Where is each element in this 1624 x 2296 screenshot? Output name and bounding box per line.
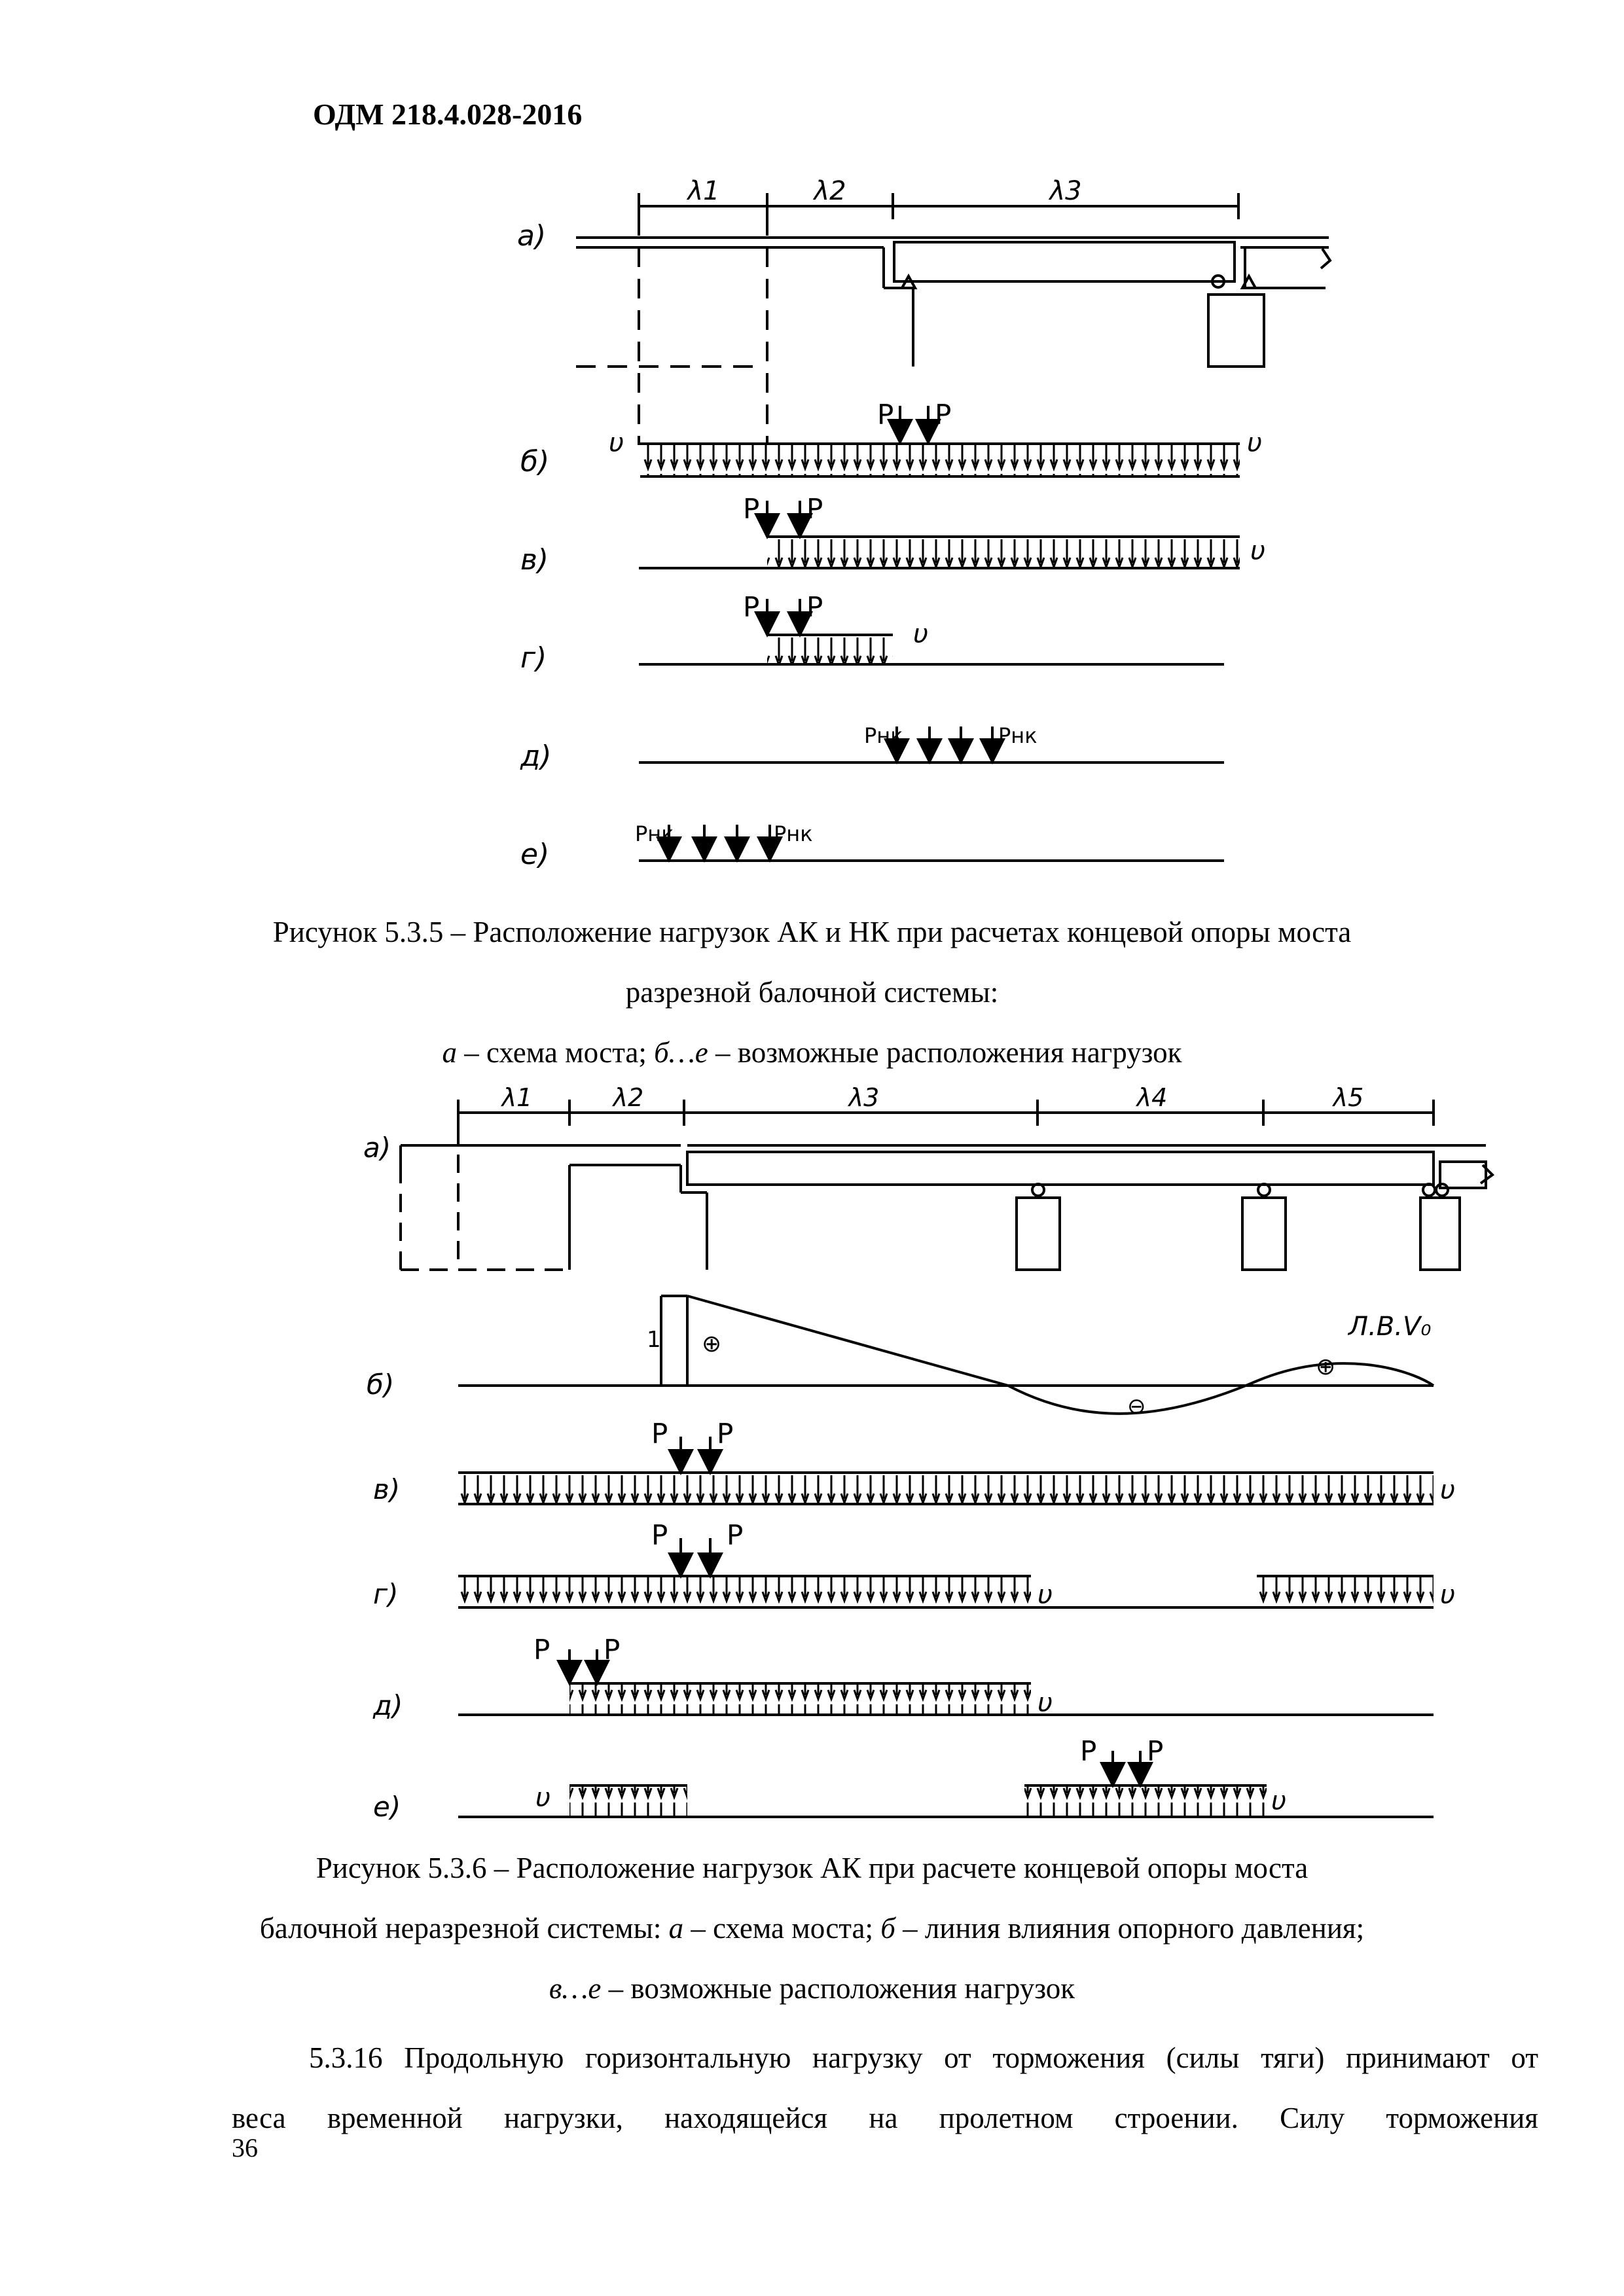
fig1-load-P: P — [743, 591, 760, 623]
figure-5-3-5 — [0, 177, 1624, 890]
fig1-row-label-b: б) — [520, 445, 550, 478]
fig1-load-P: P — [743, 493, 760, 525]
fig2-plus-sign: ⊕ — [702, 1331, 722, 1357]
caption-text: – схема моста; — [457, 1036, 655, 1069]
fig2-row-label-b: б) — [367, 1369, 395, 1401]
fig1-load-P: P — [877, 399, 894, 431]
fig2-span-label: λ3 — [848, 1083, 880, 1112]
figure-5-3-5-drawing — [0, 177, 1624, 890]
fig1-load-v: υ — [609, 428, 624, 458]
fig2-row-label-g: г) — [373, 1578, 399, 1610]
figure-5-3-6-drawing — [0, 1080, 1624, 1826]
paragraph-5-3-16 — [232, 2028, 1538, 2148]
fig1-row-label-g: г) — [520, 641, 547, 675]
fig2-load-P: P — [533, 1634, 550, 1666]
fig2-row-label-e: е) — [373, 1791, 401, 1823]
page-number: 36 — [232, 2133, 258, 2162]
document-code-header: ОДМ 218.4.028-2016 — [313, 98, 583, 131]
figure-5-3-6-caption — [0, 1838, 1624, 2018]
fig2-load-v: υ — [535, 1783, 551, 1813]
caption-text: балочной неразрезной системы: — [259, 1912, 669, 1945]
caption-text: – возможные расположения нагрузок — [708, 1036, 1182, 1069]
fig2-load-P: P — [604, 1634, 621, 1666]
fig1-span-label: λ1 — [687, 177, 720, 206]
fig2-span-label: λ4 — [1136, 1083, 1168, 1112]
fig2-load-P: P — [1080, 1735, 1097, 1767]
fig1-load-Pnk: Pнк — [774, 821, 813, 846]
caption-line: разрезной балочной системы: — [625, 976, 999, 1009]
caption-italic: а — [668, 1912, 684, 1945]
fig2-row-label-d: д) — [373, 1689, 403, 1721]
caption-text: – возможные расположения нагрузок — [601, 1972, 1075, 2005]
fig1-span-label: λ2 — [814, 177, 846, 206]
fig2-load-P: P — [727, 1519, 744, 1551]
caption-italic: б — [880, 1912, 895, 1945]
caption-line — [0, 1958, 1624, 2018]
fig2-influence-label: Л.В.V₀ — [1348, 1312, 1432, 1342]
fig1-load-Pnk: Pнк — [635, 821, 674, 846]
caption-line: Рисунок 5.3.6 – Расположение нагрузок АК при расчете концевой опоры моста — [316, 1852, 1308, 1884]
caption-italic: а — [442, 1036, 457, 1069]
caption-italic: б…е — [654, 1036, 708, 1069]
fig2-plus-sign: ⊕ — [1316, 1354, 1336, 1380]
caption-text: – линия влияния опорного давления; — [895, 1912, 1365, 1945]
fig1-span-label: λ3 — [1049, 177, 1082, 206]
fig2-load-P: P — [651, 1519, 668, 1551]
fig2-load-v: υ — [1271, 1786, 1287, 1816]
fig2-minus-sign: ⊖ — [1127, 1393, 1146, 1420]
fig2-load-v: υ — [1038, 1580, 1053, 1610]
fig2-load-v: υ — [1440, 1580, 1456, 1610]
fig2-unit-label: 1 — [647, 1327, 661, 1353]
paragraph-line: веса временной нагрузки, находящейся на пролетном строении. Силу торможения — [232, 2102, 1538, 2134]
caption-line — [0, 1022, 1624, 1083]
fig2-row-label-a: а) — [363, 1132, 391, 1164]
fig1-load-v: υ — [1250, 536, 1266, 566]
fig2-load-P: P — [651, 1418, 668, 1450]
fig2-load-v: υ — [1440, 1475, 1456, 1505]
fig1-row-label-a: а) — [517, 219, 547, 253]
fig2-span-label: λ2 — [613, 1083, 644, 1112]
fig2-load-P: P — [1147, 1735, 1164, 1767]
fig1-load-P: P — [935, 399, 952, 431]
paragraph-line: 5.3.16 Продольную горизонтальную нагрузку от торможения (силы тяги) принимают от — [309, 2041, 1538, 2074]
fig1-load-v: υ — [913, 619, 929, 649]
fig1-row-label-e: е) — [520, 838, 550, 871]
fig1-row-label-d: д) — [520, 740, 552, 773]
fig1-load-Pnk: Pнк — [998, 723, 1038, 748]
caption-line: Рисунок 5.3.5 – Расположение нагрузок АК и НК при расчетах концевой опоры моста — [272, 916, 1352, 948]
fig2-span-label: λ1 — [501, 1083, 533, 1112]
fig1-load-P: P — [806, 591, 823, 623]
figure-5-3-5-caption — [0, 902, 1624, 1083]
fig1-load-v: υ — [1247, 428, 1263, 458]
caption-italic: в…е — [549, 1972, 602, 2005]
fig2-load-v: υ — [1038, 1688, 1053, 1718]
fig1-load-Pnk: Pнк — [864, 723, 903, 748]
caption-line — [0, 1898, 1624, 1958]
fig1-row-label-v: в) — [520, 543, 549, 577]
caption-text: – схема моста; — [683, 1912, 881, 1945]
fig1-load-P: P — [806, 493, 823, 525]
fig2-span-label: λ5 — [1333, 1083, 1364, 1112]
fig2-row-label-v: в) — [373, 1473, 401, 1505]
fig2-load-P: P — [717, 1418, 734, 1450]
figure-5-3-6 — [0, 1080, 1624, 1826]
